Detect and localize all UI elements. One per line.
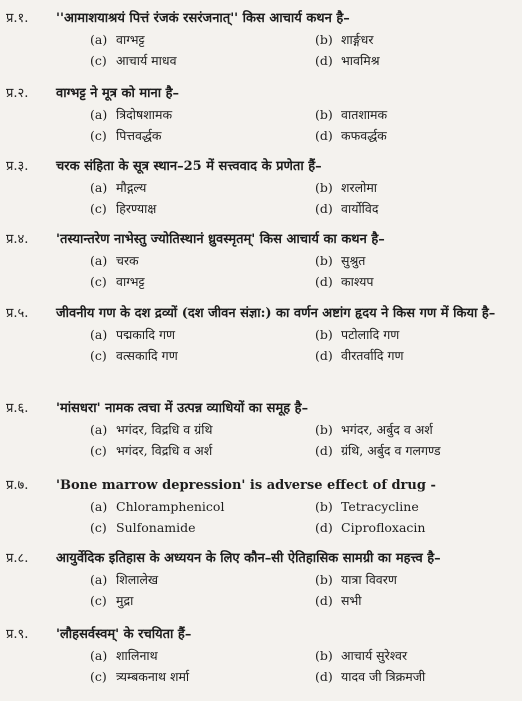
option-d	[315, 348, 515, 364]
question-7	[0, 477, 522, 536]
option-text: यादव जी त्रिक्रमजी	[341, 669, 426, 684]
option-text: Sulfonamide	[116, 520, 196, 535]
option-text: शार्ङ्गधर	[341, 32, 374, 47]
option-label: (d)	[315, 520, 333, 535]
option-text: शालिनाथ	[116, 648, 158, 663]
option-label: (a)	[90, 499, 108, 514]
option-d	[315, 520, 515, 536]
option-text: शरलोमा	[341, 180, 378, 195]
question-text: 'Bone marrow depression' is adverse effect of drug -	[56, 478, 436, 493]
option-a	[90, 422, 315, 438]
option-label: (d)	[315, 669, 333, 684]
option-label: (c)	[90, 593, 107, 608]
option-label: (b)	[315, 499, 333, 514]
option-text: वाग्भट्ट	[116, 274, 145, 289]
option-c	[90, 348, 315, 364]
option-label: (d)	[315, 348, 333, 363]
option-text: भावमिश्र	[341, 53, 380, 68]
option-text: सुश्रुत	[341, 253, 366, 268]
option-label: (d)	[315, 53, 333, 68]
option-label: (c)	[90, 53, 107, 68]
question-5	[0, 305, 522, 364]
option-text: हिरण्याक्ष	[116, 201, 157, 216]
option-text: वत्सकादि गण	[116, 348, 178, 363]
option-a	[90, 180, 315, 196]
question-number: प्र.८.	[6, 551, 29, 566]
option-text: कफवर्द्धक	[341, 128, 387, 143]
option-text: त्र्यम्बकनाथ शर्मा	[116, 669, 190, 684]
option-d	[315, 669, 515, 685]
option-label: (d)	[315, 443, 333, 458]
option-d	[315, 201, 515, 217]
option-label: (c)	[90, 201, 107, 216]
question-9	[0, 626, 522, 685]
option-text: चरक	[116, 253, 139, 268]
option-c	[90, 128, 315, 144]
question-2	[0, 85, 522, 144]
option-c	[90, 593, 315, 609]
option-label: (b)	[315, 648, 333, 663]
option-label: (a)	[90, 327, 108, 342]
question-text: ''आमाशयाश्रयं पित्तं रंजकं रसरंजनात्'' किस आचार्य कथन है–	[56, 11, 350, 26]
option-b	[315, 253, 515, 269]
option-text: भगंदर, विद्रधि व अर्श	[116, 443, 213, 458]
option-d	[315, 128, 515, 144]
option-b	[315, 32, 515, 48]
option-text: मौद्गल्य	[116, 180, 147, 195]
question-number: प्र.४.	[6, 232, 29, 247]
option-b	[315, 499, 515, 515]
question-text: वाग्भट्ट ने मूत्र को माना है–	[56, 86, 180, 101]
option-label: (a)	[90, 107, 108, 122]
option-label: (b)	[315, 253, 333, 268]
option-a	[90, 327, 315, 343]
option-label: (d)	[315, 128, 333, 143]
option-a	[90, 32, 315, 48]
option-label: (b)	[315, 180, 333, 195]
option-b	[315, 327, 515, 343]
option-c	[90, 669, 315, 685]
option-label: (b)	[315, 107, 333, 122]
option-label: (c)	[90, 669, 107, 684]
option-c	[90, 53, 315, 69]
option-text: Tetracycline	[341, 499, 419, 514]
option-a	[90, 253, 315, 269]
option-label: (c)	[90, 128, 107, 143]
option-label: (d)	[315, 274, 333, 289]
option-text: मुद्रा	[116, 593, 134, 608]
option-d	[315, 443, 515, 459]
option-label: (b)	[315, 422, 333, 437]
question-3	[0, 158, 522, 217]
option-d	[315, 53, 515, 69]
question-number: प्र.२.	[6, 86, 29, 101]
option-label: (c)	[90, 443, 107, 458]
question-number: प्र.३.	[6, 159, 29, 174]
option-text: सभी	[341, 593, 362, 608]
option-d	[315, 274, 515, 290]
question-1	[0, 10, 522, 69]
option-text: Ciprofloxacin	[341, 520, 426, 535]
option-label: (d)	[315, 201, 333, 216]
question-text: 'लौहसर्वस्वम्' के रचयिता हैं–	[56, 627, 192, 642]
question-number: प्र.१.	[6, 11, 29, 26]
option-label: (c)	[90, 274, 107, 289]
question-text: चरक संहिता के सूत्र स्थान–25 में सत्त्ववाद के प्रणेता हैं–	[56, 159, 322, 174]
option-b	[315, 107, 515, 123]
option-label: (a)	[90, 180, 108, 195]
option-text: शिलालेख	[116, 572, 159, 587]
option-b	[315, 422, 515, 438]
option-a	[90, 499, 315, 515]
option-text: Chloramphenicol	[116, 499, 225, 514]
option-b	[315, 180, 515, 196]
option-c	[90, 520, 315, 536]
question-number: प्र.६.	[6, 401, 29, 416]
question-8	[0, 550, 522, 609]
option-b	[315, 572, 515, 588]
option-c	[90, 201, 315, 217]
option-text: ग्रंथि, अर्बुद व गलगण्ड	[341, 443, 441, 458]
option-text: त्रिदोषशामक	[116, 107, 173, 122]
option-label: (a)	[90, 648, 108, 663]
option-label: (c)	[90, 348, 107, 363]
option-text: वार्योविद	[341, 201, 379, 216]
option-label: (b)	[315, 572, 333, 587]
option-text: पटोलादि गण	[341, 327, 400, 342]
question-text: 'मांसधरा' नामक त्वचा में उत्पन्न व्याधियों का समूह है–	[56, 401, 309, 416]
question-text: आयुर्वेदिक इतिहास के अध्ययन के लिए कौन–सी ऐतिहासिक सामग्री का महत्त्व है–	[56, 551, 441, 566]
question-4	[0, 231, 522, 290]
option-a	[90, 107, 315, 123]
option-text: पद्मकादि गण	[116, 327, 176, 342]
option-text: भगंदर, विद्रधि व ग्रंथि	[116, 422, 213, 437]
option-text: आचार्य माधव	[116, 53, 177, 68]
option-c	[90, 443, 315, 459]
question-6	[0, 400, 522, 459]
question-text: 'तस्यान्तरेण नाभेस्तु ज्योतिस्थानं ध्रुवस्मृतम्' किस आचार्य का कथन है–	[56, 232, 385, 247]
question-number: प्र.७.	[6, 478, 29, 493]
option-b	[315, 648, 515, 664]
option-label: (a)	[90, 572, 108, 587]
question-number: प्र.९.	[6, 627, 29, 642]
option-label: (a)	[90, 422, 108, 437]
option-text: आचार्य सुरेश्वर	[341, 648, 408, 663]
option-text: काश्यप	[341, 274, 374, 289]
option-text: वाग्भट्ट	[116, 32, 145, 47]
question-number: प्र.५.	[6, 306, 29, 321]
question-text: जीवनीय गण के दश द्रव्यों (दश जीवन संज्ञा:) का वर्णन अष्टांग हृदय ने किस गण में किया है–	[56, 306, 496, 321]
option-c	[90, 274, 315, 290]
option-label: (b)	[315, 327, 333, 342]
option-text: वीरतर्वादि गण	[341, 348, 404, 363]
option-label: (b)	[315, 32, 333, 47]
option-text: वातशामक	[341, 107, 388, 122]
option-text: यात्रा विवरण	[341, 572, 397, 587]
option-a	[90, 648, 315, 664]
option-label: (c)	[90, 520, 107, 535]
option-d	[315, 593, 515, 609]
option-text: पित्तवर्द्धक	[116, 128, 162, 143]
option-label: (a)	[90, 253, 108, 268]
option-label: (d)	[315, 593, 333, 608]
option-text: भगंदर, अर्बुद व अर्श	[341, 422, 433, 437]
option-label: (a)	[90, 32, 108, 47]
option-a	[90, 572, 315, 588]
